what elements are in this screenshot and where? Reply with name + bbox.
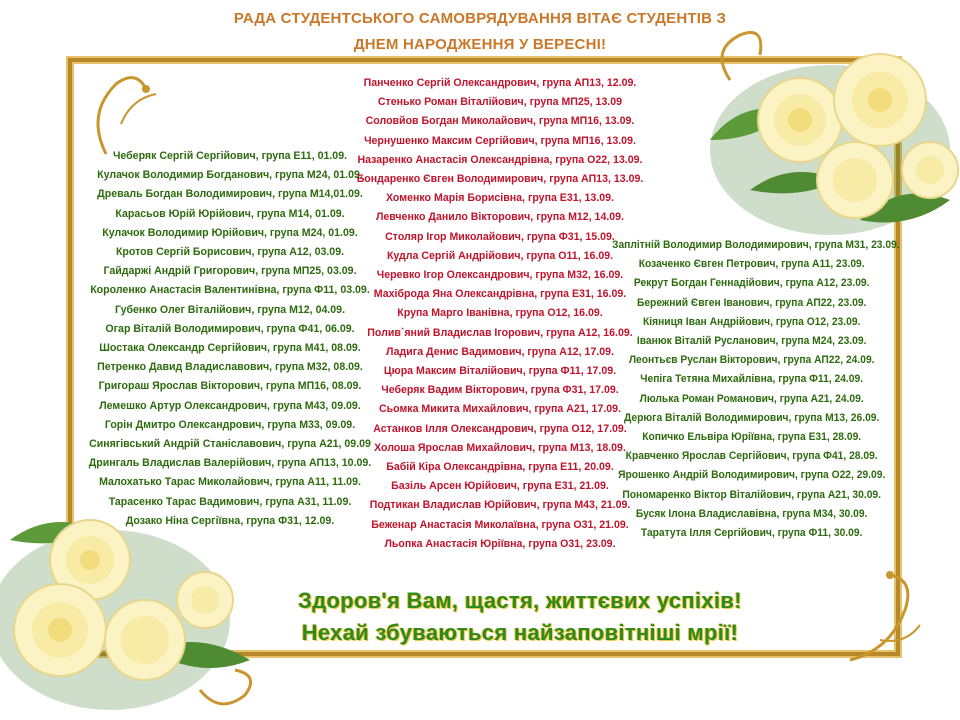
birthday-entry: Леонтьєв Руслан Вікторович, група АП22, 24.09. xyxy=(628,354,875,367)
birthday-entry: Кравченко Ярослав Сергійович, група Ф41, 28.09. xyxy=(625,450,878,463)
birthday-entry: Дерюга Віталій Володимирович, група М13, 26.09. xyxy=(623,411,880,424)
wish-line-1: Здоров'я Вам, щастя, життєвих успіхів! xyxy=(298,588,742,613)
roses-top-right-decoration xyxy=(690,20,960,260)
birthday-entry: Соловйов Богдан Миколайович, група МП16, 13.09. xyxy=(365,115,635,128)
birthday-entry: Ладига Денис Вадимович, група А12, 17.09. xyxy=(385,345,615,358)
birthday-entry: Губенко Олег Віталійович, група М12, 04.09. xyxy=(114,303,346,316)
birthday-entry: Полив`яний Владислав Ігорович, група А12, 16.09. xyxy=(367,326,633,339)
birthday-entry: Назаренко Анастасія Олександрівна, група О22, 13.09. xyxy=(357,153,643,166)
heading-line-1: РАДА СТУДЕНТСЬКОГО САМОВРЯДУВАННЯ ВІТАЄ СТУДЕНТІВ З xyxy=(233,10,727,27)
birthday-entry: Лемешко Артур Олександрович, група М43, 09.09. xyxy=(99,399,361,412)
birthday-entry: Стенько Роман Віталійович, група МП25, 13.09 xyxy=(377,96,623,109)
birthday-entry: Бережний Євген Іванович, група АП22, 23.09. xyxy=(636,296,867,309)
birthday-entry: Астанков Ілля Олександрович, група О12, 17.09. xyxy=(373,422,627,435)
birthday-entry: Дрингаль Владислав Валерійович, група АП13, 10.09. xyxy=(88,457,372,470)
birthday-entry: Махіброда Яна Олександрівна, група Е31, 16.09. xyxy=(373,288,627,301)
birthday-entry: Хоменко Марія Борисівна, група Е31, 13.09. xyxy=(386,192,614,205)
birthday-entry: Крупа Марго Іванівна, група О12, 16.09. xyxy=(397,307,603,320)
birthday-entry: Сьомка Микита Михайлович, група А21, 17.09. xyxy=(378,403,622,416)
birthday-entry: Тарасенко Тарас Вадимович, група А31, 11.09. xyxy=(108,495,352,508)
birthday-entry: Чернушенко Максим Сергійович, група МП16, 13.09. xyxy=(364,134,636,147)
birthday-entry: Карасьов Юрій Юрійович, група М14, 01.09. xyxy=(115,207,345,220)
birthday-entry: Кротов Сергій Борисович, група А12, 03.09. xyxy=(115,246,345,259)
gold-swirl-bottom-right-decoration xyxy=(830,560,940,670)
birthday-entry: Ярошенко Андрій Володимирович, група О22, 29.09. xyxy=(618,469,886,482)
heading-line-2: ДНЕМ НАРОДЖЕННЯ У ВЕРЕСНІ! xyxy=(353,36,607,53)
birthday-entry: Пономаренко Віктор Віталійович, група А21, 30.09. xyxy=(622,488,881,501)
birthday-entry: Копичко Ельвіра Юріївна, група Е31, 28.09. xyxy=(642,431,862,444)
birthday-entry: Рекрут Богдан Геннадійович, група А12, 23.09. xyxy=(633,277,870,290)
birthday-entry: Іванюк Віталій Русланович, група М24, 23.09. xyxy=(636,335,867,348)
birthday-entry: Левченко Данило Вікторович, група М12, 14.09. xyxy=(375,211,625,224)
birthday-entry: Шостака Олександр Сергійович, група М41, 08.09. xyxy=(99,342,361,355)
birthday-entry: Малохатько Тарас Миколайович, група А11, 11.09. xyxy=(99,476,361,489)
wish-line-2: Нехай збуваються найзаповітніші мрії! xyxy=(301,620,739,645)
birthday-list-right xyxy=(612,236,900,543)
birthday-entry: Горін Дмитро Олександрович, група М33, 09.09. xyxy=(104,418,356,431)
birthday-entry: Короленко Анастасія Валентинівна, група Ф11, 03.09. xyxy=(90,284,370,297)
birthday-entry: Панченко Сергій Олександрович, група АП13, 12.09. xyxy=(363,77,637,89)
birthday-entry: Черевко Ігор Олександрович, група М32, 16.09. xyxy=(376,269,624,282)
birthday-entry: Григораш Ярослав Вікторович, група МП16, 08.09. xyxy=(98,380,362,393)
birthday-entry: Синягівський Андрій Станіславович, група А21, 09.09 xyxy=(89,438,371,451)
birthday-entry: Таратута Ілля Сергійович, група Ф11, 30.09. xyxy=(640,527,863,540)
birthday-entry: Холоша Ярослав Михайлович, група М13, 18.09. xyxy=(374,441,626,454)
birthday-entry: Бабій Кіра Олександрівна, група Е11, 20.09. xyxy=(386,461,614,474)
birthday-list-middle xyxy=(355,74,645,554)
birthday-entry: Бондаренко Євген Володимирович, група АП13, 13.09. xyxy=(356,173,644,186)
birthday-entry: Чеберяк Сергій Сергійович, група Е11, 01.09. xyxy=(112,150,348,162)
birthday-entry: Люлька Роман Романович, група А21, 24.09. xyxy=(639,392,864,405)
birthday-entry: Петренко Давид Владиславович, група М32, 08.09. xyxy=(97,361,363,374)
birthday-entry: Козаченко Євген Петрович, група А11, 23.09. xyxy=(638,258,865,271)
birthday-entry: Бусяк Ілона Владиславівна, група М34, 30.09. xyxy=(635,507,868,520)
birthday-entry: Беженар Анастасія Миколаївна, група О31, 21.09. xyxy=(371,518,629,531)
birthday-entry: Чепіга Тетяна Михайлівна, група Ф11, 24.09. xyxy=(640,373,864,386)
birthday-entry: Огар Віталій Володимирович, група Ф41, 06.09. xyxy=(105,322,355,335)
birthday-entry: Базіль Арсен Юрійович, група Е31, 21.09. xyxy=(391,480,609,493)
birthday-entry: Кулачок Володимир Богданович, група М24, 01.09. xyxy=(97,169,363,182)
birthday-entry: Древаль Богдан Володимирович, група М14,01.09. xyxy=(97,188,363,201)
birthday-list-left xyxy=(70,147,390,531)
birthday-entry: Гайдаржі Андрій Григорович, група МП25, 03.09. xyxy=(103,265,357,278)
birthday-entry: Чеберяк Вадим Вікторович, група Ф31, 17.09. xyxy=(381,384,619,397)
birthday-entry: Льопка Анастасія Юріївна, група О31, 23.09. xyxy=(384,537,616,550)
birthday-entry: Кіяниця Іван Андрійович, група О12, 23.09. xyxy=(642,315,861,328)
birthday-entry: Цюра Максим Віталійович, група Ф11, 17.09. xyxy=(383,365,617,378)
birthday-entry: Подтикан Владислав Юрійович, група М43, 21.09. xyxy=(369,499,631,512)
birthday-entry: Кулачок Володимир Юрійович, група М24, 01.09. xyxy=(102,226,358,239)
birthday-entry: Заплітній Володимир Володимирович, група М31, 23.09. xyxy=(612,239,900,251)
birthday-entry: Кудла Сергій Андрійович, група О11, 16.09. xyxy=(386,249,614,262)
birthday-entry: Дозако Ніна Сергіївна, група Ф31, 12.09. xyxy=(125,514,335,527)
birthday-entry: Столяр Ігор Миколайович, група Ф31, 15.09. xyxy=(385,230,615,243)
